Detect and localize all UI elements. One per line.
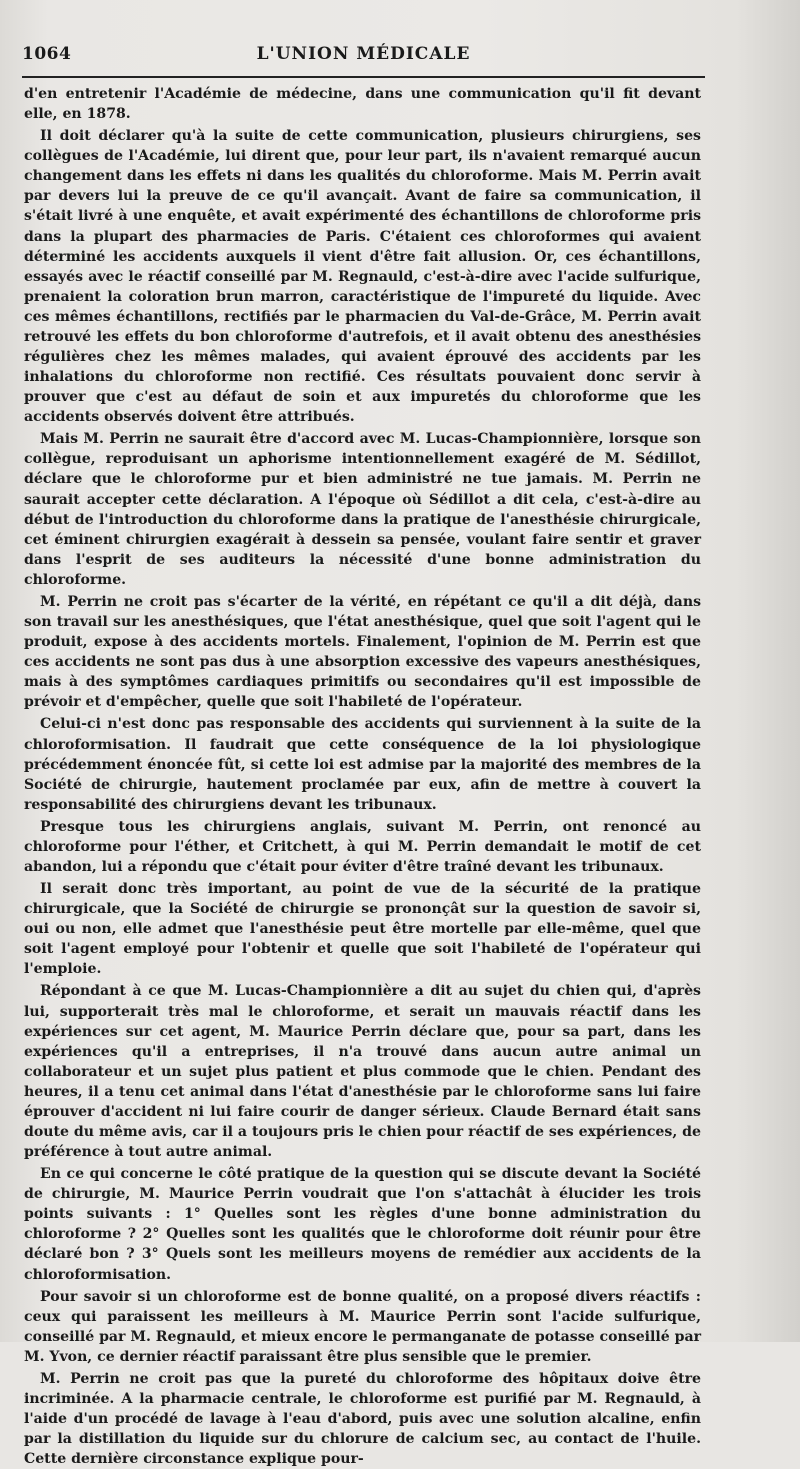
paragraph: Mais M. Perrin ne saurait être d'accord avec M. Lucas-Championnière, lorsque son collègue, reproduisant un aphorisme intentionnellement exagéré de M. Sédillot, déclare que le chloroforme pur et bien administré ne tue jamais. M. Perrin ne saurait accepter cette déclaration. A l'époque où Sédillot a dit cela, c'est-à-dire au début de l'introduction du chloroforme dans la pratique de l'anesthésie chirurgicale, cet éminent chirurgien exagérait à dessein sa pensée, voulant faire sentir et graver dans l'esprit de ses auditeurs la nécessité d'une bonne administration du chloroforme.: [24, 431, 701, 588]
paragraph: Répondant à ce que M. Lucas-Championnière a dit au sujet du chien qui, d'après lui, supporterait très mal le chloroforme, et serait un mauvais réactif dans les expériences sur cet agent, M. Maurice Perrin déclare que, pour sa part, dans les expériences qu'il a entreprises, il n'a trouvé dans aucun autre animal un collaborateur et un sujet plus patient et plus commode que le chien. Pendant des heures, il a tenu cet animal dans l'état d'anesthésie par le chloroforme sans lui faire éprouver d'accident ni lui faire courir de danger sérieux. Claude Bernard était sans doute du même avis, car il a toujours pris le chien pour réactif de ses expériences, de préférence à tout autre animal.: [24, 983, 701, 1161]
paragraph: M. Perrin ne croit pas s'écarter de la vérité, en répétant ce qu'il a dit déjà, dans son travail sur les anesthésiques, que l'état anesthésique, quel que soit l'agent qui le produit, expose à des accidents mortels. Finalement, l'opinion de M. Perrin est que ces accidents ne sont pas dus à une absorption excessive des vapeurs anesthésiques, mais à des symptômes cardiaques primitifs ou secondaires qu'il est impossible de prévoir et d'empêcher, quelle que soit l'habileté de l'opérateur.: [24, 593, 701, 711]
paragraph: Presque tous les chirurgiens anglais, suivant M. Perrin, ont renoncé au chloroforme pour l'éther, et Critchett, à qui M. Perrin demandait le motif de cet abandon, lui a répondu que c'était pour éviter d'être traîné devant les tribunaux.: [24, 818, 701, 875]
paragraph: Il doit déclarer qu'à la suite de cette communication, plusieurs chirurgiens, ses collègues de l'Académie, lui dirent que, pour leur part, ils n'avaient remarqué aucun changement dans les effets ni dans les qualités du chloroforme. Mais M. Perrin avait par devers lui la preuve de ce qu'il avançait. Avant de faire sa communication, il s'était livré à une enquête, et avait expérimenté des échantillons de chloroforme pris dans la plupart des pharmacies de Paris. C'étaient ces chloroformes qui avaient déterminé les accidents auxquels il vient d'être fait allusion. Or, ces échantillons, essayés avec le réactif conseillé par M. Regnauld, c'est-à-dire avec l'acide sulfurique, prenaient la coloration brun marron, caractéristique de l'impureté du liquide. Avec ces mêmes échantillons, rectifiés par le pharmacien du Val-de-Grâce, M. Perrin avait retrouvé les effets du bon chloroforme d'autrefois, et il avait obtenu des anesthésies régulières chez les mêmes malades, qui avaient éprouvé des accidents par les inhalations du chloroforme non rectifié. Ces résultats pouvaient donc servir à prouver que c'est au défaut de soin et aux impuretés du chloroforme que les accidents observés doivent être attribués.: [24, 128, 701, 426]
paragraph: Celui-ci n'est donc pas responsable des accidents qui surviennent à la suite de la chloroformisation. Il faudrait que cette conséquence de la loi physiologique précédemment énoncée fût, si cette loi est admise par la majorité des membres de la Société de chirurgie, hautement proclamée par eux, afin de mettre à couvert la responsabilité des chirurgiens devant les tribunaux.: [24, 716, 701, 813]
header-rule: [22, 76, 705, 78]
article-body: [24, 84, 701, 1469]
paragraph: Il serait donc très important, au point de vue de la sécurité de la pratique chirurgicale, que la Société de chirurgie se prononçât sur la question de savoir si, oui ou non, elle admet que l'anesthésie peut être mortelle par elle-même, quel que soit l'agent employé pour l'obtenir et quelle que soit l'habileté de l'opérateur qui l'emploie.: [24, 881, 701, 978]
page-header: [22, 42, 705, 72]
paragraph: M. Perrin ne croit pas que la pureté du chloroforme des hôpitaux doive être incriminée. A la pharmacie centrale, le chloroforme est purifié par M. Regnauld, à l'aide d'un procédé de lavage à l'eau d'abord, puis avec une solution alcaline, enfin par la distillation du liquide sur du chlorure de calcium sec, au contact de l'huile. Cette dernière circonstance explique pour-: [24, 1370, 701, 1468]
page-number: 1064: [22, 44, 72, 64]
paragraph: Pour savoir si un chloroforme est de bonne qualité, on a proposé divers réactifs : ceux qui paraissent les meilleurs à M. Maurice Perrin sont l'acide sulfurique, conseillé par M. Regnauld, et mieux encore le permanganate de potasse conseillé par M. Yvon, ce dernier réactif paraissant être plus sensible que le premier.: [24, 1288, 702, 1365]
paragraph: En ce qui concerne le côté pratique de la question qui se discute devant la Société de chirurgie, M. Maurice Perrin voudrait que l'on s'attachât à élucider les trois points suivants : 1° Quelles sont les règles d'une bonne administration du chloroforme ? 2° Quelles sont les qualités que le chloroforme doit réunir pour être déclaré bon ? 3° Quels sont les meilleurs moyens de remédier aux accidents de la chloroformisation.: [24, 1166, 701, 1283]
running-title: L'UNION MÉDICALE: [256, 44, 471, 64]
paragraph-continuation: d'en entretenir l'Académie de médecine, dans une communication qu'il fit devant elle, en 1878.: [24, 86, 701, 123]
